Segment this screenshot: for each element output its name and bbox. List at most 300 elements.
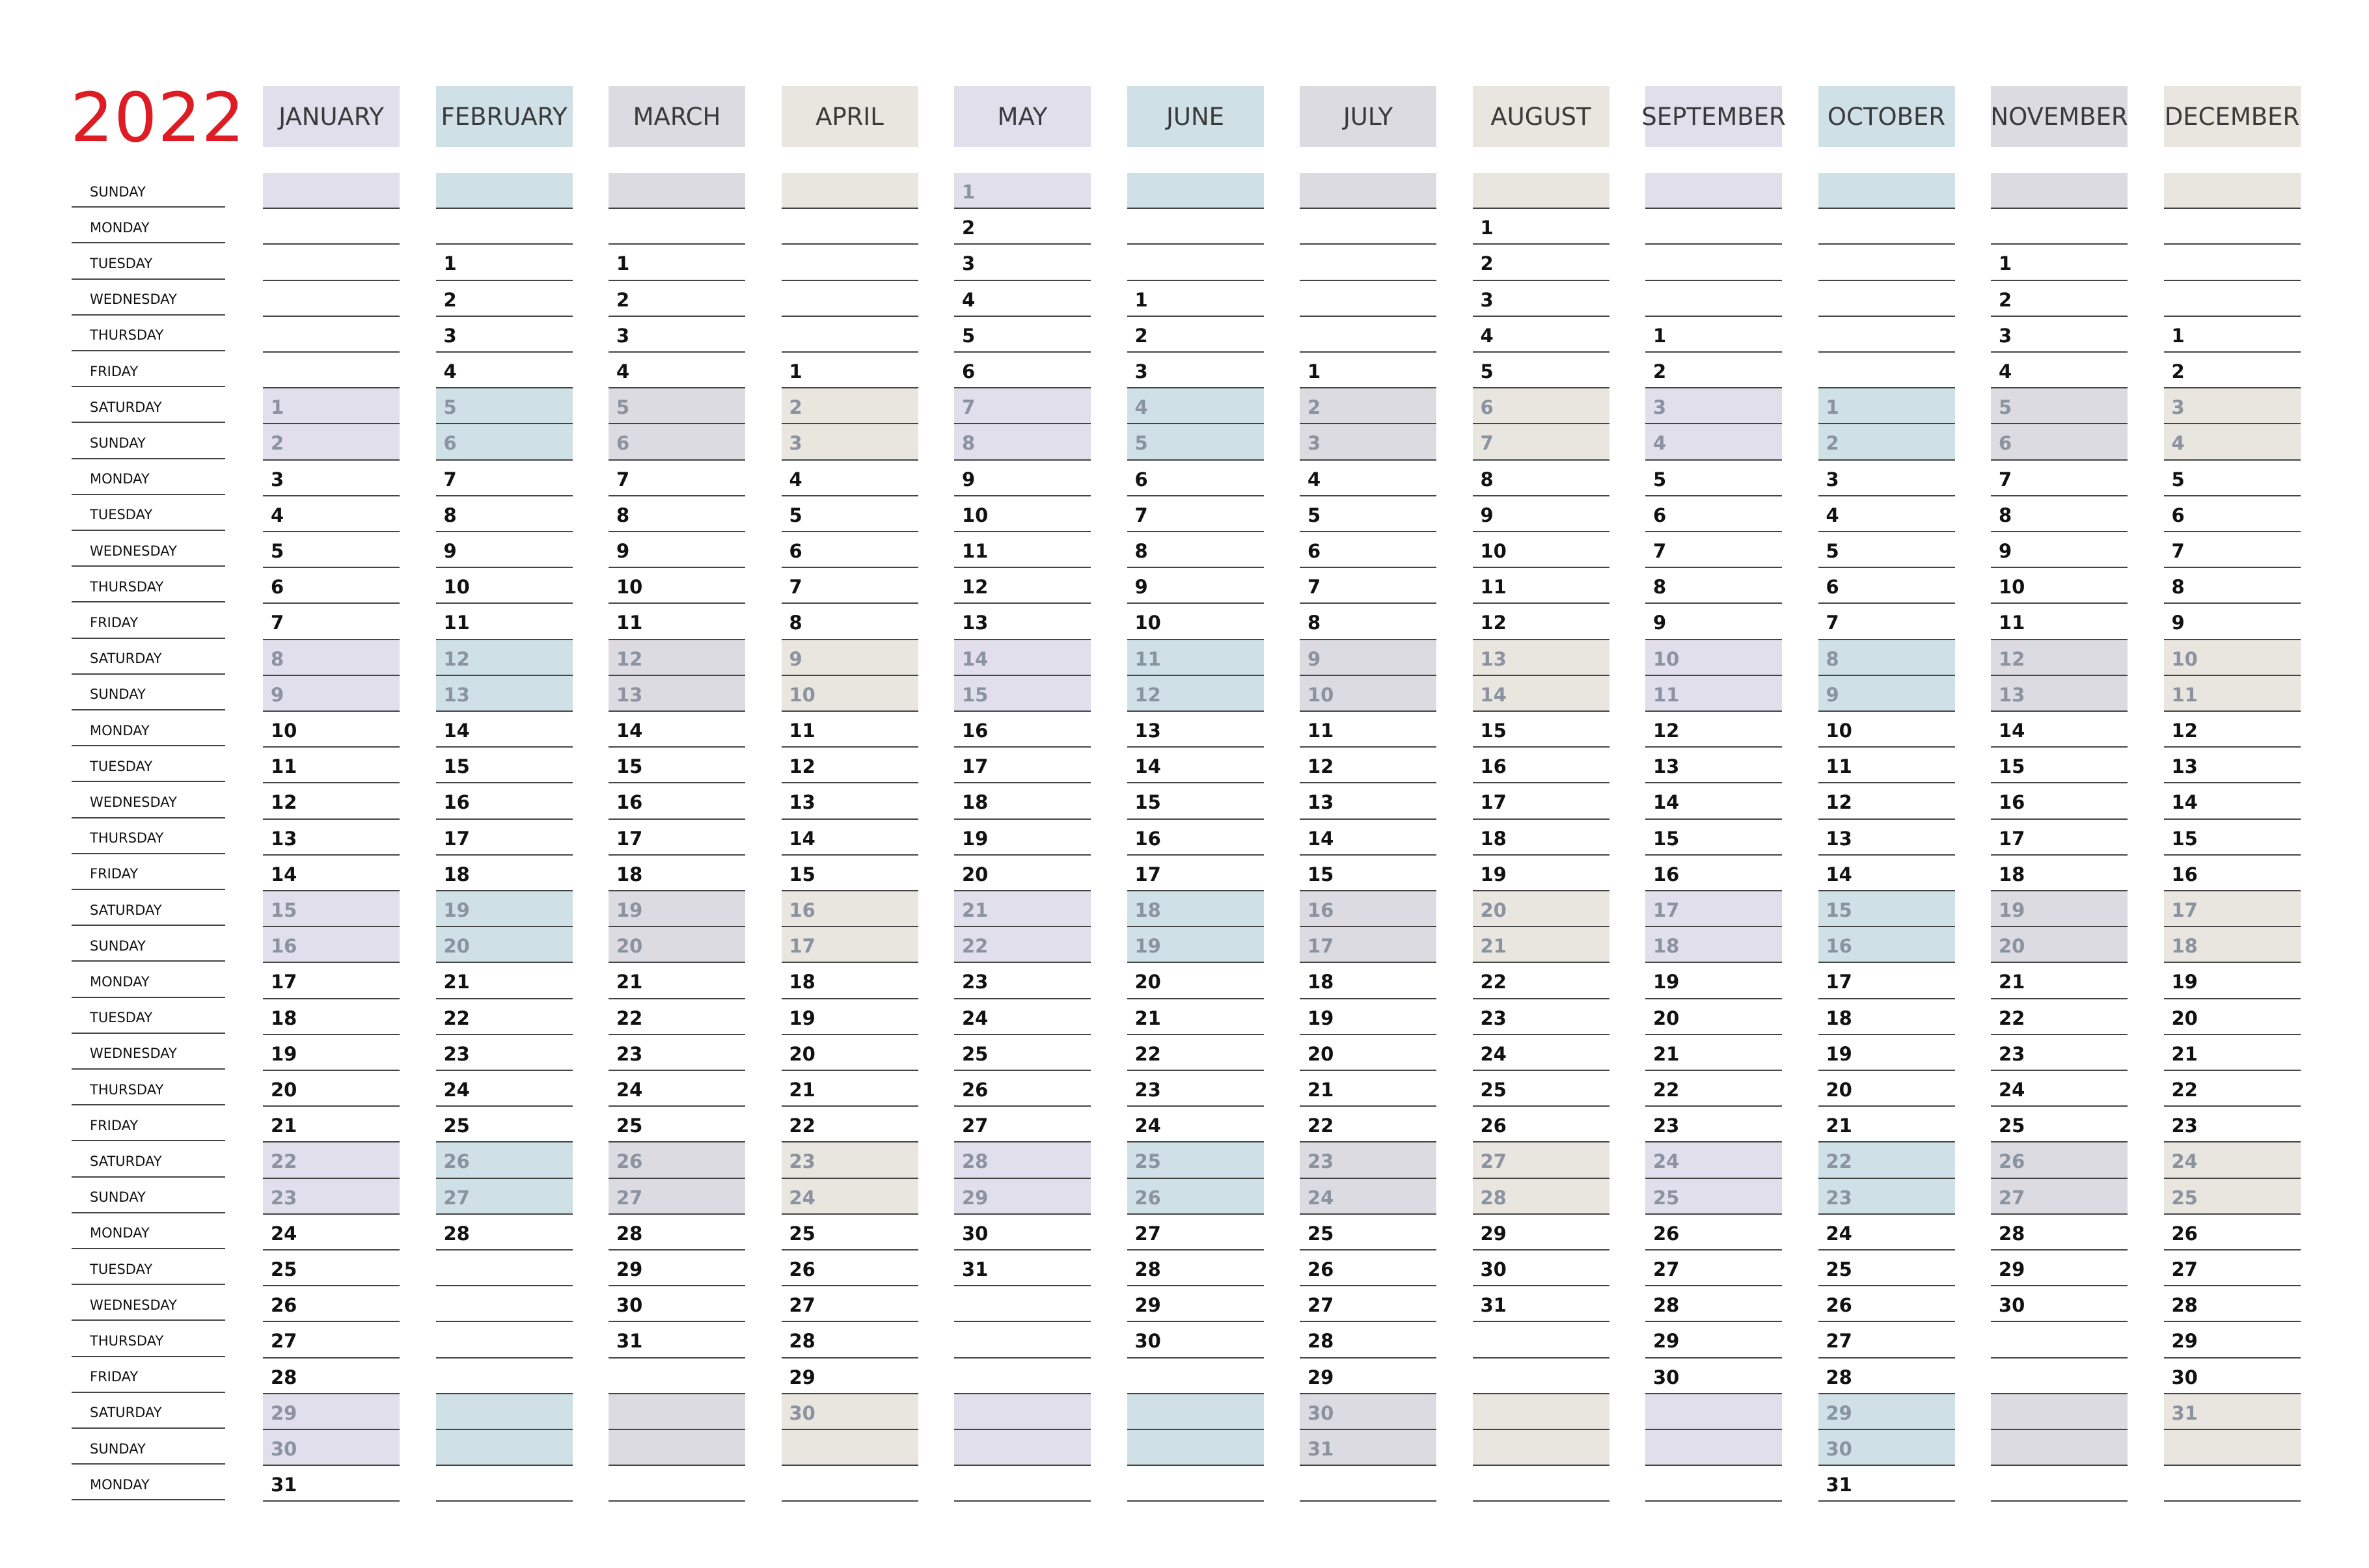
day-cell[interactable] [2164, 640, 2301, 676]
day-cell[interactable] [1127, 1358, 1264, 1394]
day-cell[interactable] [954, 532, 1091, 568]
day-cell[interactable] [1818, 1466, 1955, 1502]
day-cell[interactable] [1991, 963, 2128, 999]
day-cell[interactable] [609, 820, 745, 856]
day-cell[interactable] [436, 1107, 573, 1142]
day-cell[interactable] [1991, 1035, 2128, 1071]
day-cell[interactable] [1473, 424, 1609, 460]
day-cell[interactable] [782, 748, 918, 783]
day-cell[interactable] [954, 388, 1091, 424]
day-cell[interactable] [1127, 891, 1264, 927]
day-cell[interactable] [954, 1071, 1091, 1107]
day-cell[interactable] [436, 281, 573, 317]
day-cell[interactable] [1645, 496, 1782, 532]
day-cell[interactable] [263, 1394, 400, 1430]
day-cell[interactable] [1127, 209, 1264, 245]
day-cell[interactable] [1473, 963, 1609, 999]
day-cell[interactable] [1300, 388, 1436, 424]
day-cell[interactable] [1473, 281, 1609, 317]
day-cell[interactable] [263, 317, 400, 353]
day-cell[interactable] [2164, 1142, 2301, 1178]
day-cell[interactable] [1127, 1215, 1264, 1250]
day-cell[interactable] [1300, 532, 1436, 568]
day-cell[interactable] [609, 1286, 745, 1322]
day-cell[interactable] [1991, 532, 2128, 568]
day-cell[interactable] [1127, 1035, 1264, 1071]
day-cell[interactable] [1645, 891, 1782, 927]
day-cell[interactable] [1127, 1466, 1264, 1502]
day-cell[interactable] [1300, 604, 1436, 640]
day-cell[interactable] [782, 209, 918, 245]
day-cell[interactable] [954, 856, 1091, 891]
day-cell[interactable] [609, 1430, 745, 1466]
day-cell[interactable] [263, 999, 400, 1035]
day-cell[interactable] [1300, 963, 1436, 999]
day-cell[interactable] [1127, 856, 1264, 891]
day-cell[interactable] [1300, 1142, 1436, 1178]
day-cell[interactable] [1645, 1107, 1782, 1142]
day-cell[interactable] [954, 783, 1091, 819]
day-cell[interactable] [1473, 1286, 1609, 1322]
day-cell[interactable] [1127, 963, 1264, 999]
day-cell[interactable] [1473, 748, 1609, 783]
day-cell[interactable] [2164, 1430, 2301, 1466]
day-cell[interactable] [1127, 388, 1264, 424]
day-cell[interactable] [1991, 820, 2128, 856]
day-cell[interactable] [436, 568, 573, 604]
day-cell[interactable] [1818, 1107, 1955, 1142]
day-cell[interactable] [1300, 712, 1436, 748]
day-cell[interactable] [1300, 1107, 1436, 1142]
day-cell[interactable] [1473, 1142, 1609, 1178]
day-cell[interactable] [1127, 712, 1264, 748]
day-cell[interactable] [1645, 388, 1782, 424]
day-cell[interactable] [1645, 1250, 1782, 1286]
day-cell[interactable] [1473, 820, 1609, 856]
day-cell[interactable] [1645, 1466, 1782, 1502]
day-cell[interactable] [263, 676, 400, 712]
day-cell[interactable] [1991, 1071, 2128, 1107]
day-cell[interactable] [954, 927, 1091, 963]
day-cell[interactable] [263, 748, 400, 783]
day-cell[interactable] [1473, 245, 1609, 280]
day-cell[interactable] [609, 891, 745, 927]
day-cell[interactable] [1127, 1394, 1264, 1430]
day-cell[interactable] [1127, 1286, 1264, 1322]
day-cell[interactable] [436, 317, 573, 353]
day-cell[interactable] [1127, 353, 1264, 388]
day-cell[interactable] [609, 1250, 745, 1286]
day-cell[interactable] [436, 496, 573, 532]
day-cell[interactable] [1127, 999, 1264, 1035]
day-cell[interactable] [782, 1215, 918, 1250]
day-cell[interactable] [2164, 353, 2301, 388]
day-cell[interactable] [954, 963, 1091, 999]
day-cell[interactable] [263, 1071, 400, 1107]
day-cell[interactable] [2164, 1035, 2301, 1071]
day-cell[interactable] [609, 317, 745, 353]
day-cell[interactable] [609, 1394, 745, 1430]
day-cell[interactable] [1818, 281, 1955, 317]
day-cell[interactable] [1645, 927, 1782, 963]
day-cell[interactable] [1991, 281, 2128, 317]
day-cell[interactable] [1991, 640, 2128, 676]
day-cell[interactable] [1818, 856, 1955, 891]
day-cell[interactable] [263, 1466, 400, 1502]
day-cell[interactable] [436, 1430, 573, 1466]
day-cell[interactable] [1818, 927, 1955, 963]
day-cell[interactable] [609, 1466, 745, 1502]
day-cell[interactable] [954, 748, 1091, 783]
day-cell[interactable] [782, 963, 918, 999]
day-cell[interactable] [1818, 532, 1955, 568]
day-cell[interactable] [1818, 1179, 1955, 1215]
day-cell[interactable] [609, 461, 745, 496]
day-cell[interactable] [1300, 1179, 1436, 1215]
day-cell[interactable] [1645, 604, 1782, 640]
day-cell[interactable] [1818, 209, 1955, 245]
day-cell[interactable] [1991, 1142, 2128, 1178]
day-cell[interactable] [1645, 1071, 1782, 1107]
day-cell[interactable] [1991, 604, 2128, 640]
day-cell[interactable] [1300, 748, 1436, 783]
day-cell[interactable] [436, 783, 573, 819]
day-cell[interactable] [609, 640, 745, 676]
day-cell[interactable] [1818, 461, 1955, 496]
day-cell[interactable] [436, 891, 573, 927]
day-cell[interactable] [782, 999, 918, 1035]
day-cell[interactable] [782, 1466, 918, 1502]
day-cell[interactable] [1300, 1035, 1436, 1071]
day-cell[interactable] [436, 245, 573, 280]
day-cell[interactable] [1818, 1394, 1955, 1430]
day-cell[interactable] [263, 712, 400, 748]
day-cell[interactable] [1991, 1286, 2128, 1322]
day-cell[interactable] [954, 1394, 1091, 1430]
day-cell[interactable] [2164, 424, 2301, 460]
day-cell[interactable] [436, 424, 573, 460]
day-cell[interactable] [1645, 712, 1782, 748]
day-cell[interactable] [436, 1394, 573, 1430]
day-cell[interactable] [782, 1107, 918, 1142]
day-cell[interactable] [1127, 245, 1264, 280]
day-cell[interactable] [1818, 712, 1955, 748]
day-cell[interactable] [609, 927, 745, 963]
day-cell[interactable] [1991, 1250, 2128, 1286]
day-cell[interactable] [263, 461, 400, 496]
day-cell[interactable] [1127, 1142, 1264, 1178]
day-cell[interactable] [1818, 353, 1955, 388]
day-cell[interactable] [436, 1358, 573, 1394]
day-cell[interactable] [436, 1286, 573, 1322]
day-cell[interactable] [263, 388, 400, 424]
day-cell[interactable] [263, 1430, 400, 1466]
day-cell[interactable] [1818, 1322, 1955, 1358]
day-cell[interactable] [609, 209, 745, 245]
day-cell[interactable] [1127, 317, 1264, 353]
day-cell[interactable] [609, 353, 745, 388]
day-cell[interactable] [1818, 496, 1955, 532]
day-cell[interactable] [1991, 999, 2128, 1035]
day-cell[interactable] [954, 1250, 1091, 1286]
day-cell[interactable] [1991, 1322, 2128, 1358]
day-cell[interactable] [1473, 1394, 1609, 1430]
day-cell[interactable] [609, 1358, 745, 1394]
day-cell[interactable] [782, 532, 918, 568]
day-cell[interactable] [1127, 568, 1264, 604]
day-cell[interactable] [1473, 568, 1609, 604]
day-cell[interactable] [1818, 568, 1955, 604]
day-cell[interactable] [436, 748, 573, 783]
day-cell[interactable] [1645, 353, 1782, 388]
day-cell[interactable] [1127, 783, 1264, 819]
day-cell[interactable] [954, 676, 1091, 712]
day-cell[interactable] [2164, 461, 2301, 496]
day-cell[interactable] [1645, 676, 1782, 712]
day-cell[interactable] [2164, 820, 2301, 856]
day-cell[interactable] [954, 1142, 1091, 1178]
day-cell[interactable] [1473, 317, 1609, 353]
day-cell[interactable] [1473, 1179, 1609, 1215]
day-cell[interactable] [1300, 1250, 1436, 1286]
day-cell[interactable] [1300, 999, 1436, 1035]
day-cell[interactable] [263, 1107, 400, 1142]
day-cell[interactable] [1127, 676, 1264, 712]
day-cell[interactable] [2164, 783, 2301, 819]
day-cell[interactable] [1991, 1394, 2128, 1430]
day-cell[interactable] [954, 281, 1091, 317]
day-cell[interactable] [1473, 783, 1609, 819]
day-cell[interactable] [782, 856, 918, 891]
day-cell[interactable] [2164, 1394, 2301, 1430]
day-cell[interactable] [1127, 820, 1264, 856]
day-cell[interactable] [2164, 891, 2301, 927]
day-cell[interactable] [263, 927, 400, 963]
day-cell[interactable] [1127, 173, 1264, 209]
day-cell[interactable] [1818, 173, 1955, 209]
day-cell[interactable] [1645, 532, 1782, 568]
day-cell[interactable] [263, 1142, 400, 1178]
day-cell[interactable] [2164, 1215, 2301, 1250]
day-cell[interactable] [954, 1358, 1091, 1394]
day-cell[interactable] [1127, 1179, 1264, 1215]
day-cell[interactable] [782, 424, 918, 460]
day-cell[interactable] [436, 963, 573, 999]
day-cell[interactable] [2164, 1358, 2301, 1394]
day-cell[interactable] [1300, 856, 1436, 891]
day-cell[interactable] [1300, 461, 1436, 496]
day-cell[interactable] [1818, 748, 1955, 783]
day-cell[interactable] [954, 604, 1091, 640]
day-cell[interactable] [1300, 676, 1436, 712]
day-cell[interactable] [1991, 1466, 2128, 1502]
day-cell[interactable] [263, 891, 400, 927]
day-cell[interactable] [1645, 1035, 1782, 1071]
day-cell[interactable] [1300, 1071, 1436, 1107]
day-cell[interactable] [782, 388, 918, 424]
day-cell[interactable] [1645, 856, 1782, 891]
day-cell[interactable] [1991, 245, 2128, 280]
day-cell[interactable] [1991, 1430, 2128, 1466]
day-cell[interactable] [263, 281, 400, 317]
day-cell[interactable] [782, 461, 918, 496]
day-cell[interactable] [436, 1035, 573, 1071]
day-cell[interactable] [1991, 927, 2128, 963]
day-cell[interactable] [436, 1071, 573, 1107]
day-cell[interactable] [1473, 891, 1609, 927]
day-cell[interactable] [1300, 927, 1436, 963]
day-cell[interactable] [782, 783, 918, 819]
day-cell[interactable] [954, 1322, 1091, 1358]
day-cell[interactable] [263, 1215, 400, 1250]
day-cell[interactable] [1991, 712, 2128, 748]
day-cell[interactable] [1645, 820, 1782, 856]
day-cell[interactable] [1127, 1071, 1264, 1107]
day-cell[interactable] [1991, 856, 2128, 891]
day-cell[interactable] [1473, 1250, 1609, 1286]
day-cell[interactable] [609, 999, 745, 1035]
day-cell[interactable] [263, 1322, 400, 1358]
day-cell[interactable] [1127, 1250, 1264, 1286]
day-cell[interactable] [1300, 281, 1436, 317]
day-cell[interactable] [1991, 1179, 2128, 1215]
day-cell[interactable] [1818, 999, 1955, 1035]
day-cell[interactable] [1473, 1322, 1609, 1358]
day-cell[interactable] [1645, 1142, 1782, 1178]
day-cell[interactable] [1300, 640, 1436, 676]
day-cell[interactable] [436, 388, 573, 424]
day-cell[interactable] [1818, 783, 1955, 819]
day-cell[interactable] [263, 1286, 400, 1322]
day-cell[interactable] [436, 999, 573, 1035]
day-cell[interactable] [1818, 676, 1955, 712]
day-cell[interactable] [2164, 1322, 2301, 1358]
day-cell[interactable] [436, 1466, 573, 1502]
day-cell[interactable] [2164, 856, 2301, 891]
day-cell[interactable] [609, 963, 745, 999]
day-cell[interactable] [782, 496, 918, 532]
day-cell[interactable] [1473, 1466, 1609, 1502]
day-cell[interactable] [1473, 999, 1609, 1035]
day-cell[interactable] [1645, 1215, 1782, 1250]
day-cell[interactable] [1300, 209, 1436, 245]
day-cell[interactable] [1473, 1430, 1609, 1466]
day-cell[interactable] [954, 173, 1091, 209]
day-cell[interactable] [1645, 1358, 1782, 1394]
day-cell[interactable] [1645, 173, 1782, 209]
day-cell[interactable] [1991, 1358, 2128, 1394]
day-cell[interactable] [609, 496, 745, 532]
day-cell[interactable] [1645, 424, 1782, 460]
day-cell[interactable] [263, 1179, 400, 1215]
day-cell[interactable] [1991, 891, 2128, 927]
day-cell[interactable] [1127, 927, 1264, 963]
day-cell[interactable] [1473, 712, 1609, 748]
day-cell[interactable] [1473, 353, 1609, 388]
day-cell[interactable] [1991, 353, 2128, 388]
day-cell[interactable] [782, 1394, 918, 1430]
day-cell[interactable] [1473, 1071, 1609, 1107]
day-cell[interactable] [1473, 1035, 1609, 1071]
day-cell[interactable] [1645, 568, 1782, 604]
day-cell[interactable] [782, 712, 918, 748]
day-cell[interactable] [1300, 1466, 1436, 1502]
day-cell[interactable] [954, 1430, 1091, 1466]
day-cell[interactable] [263, 640, 400, 676]
day-cell[interactable] [263, 856, 400, 891]
day-cell[interactable] [263, 353, 400, 388]
day-cell[interactable] [609, 424, 745, 460]
day-cell[interactable] [1818, 891, 1955, 927]
day-cell[interactable] [609, 712, 745, 748]
day-cell[interactable] [1818, 640, 1955, 676]
day-cell[interactable] [1818, 604, 1955, 640]
day-cell[interactable] [954, 999, 1091, 1035]
day-cell[interactable] [609, 676, 745, 712]
day-cell[interactable] [1127, 748, 1264, 783]
day-cell[interactable] [1300, 1430, 1436, 1466]
day-cell[interactable] [954, 353, 1091, 388]
day-cell[interactable] [1991, 424, 2128, 460]
day-cell[interactable] [1991, 209, 2128, 245]
day-cell[interactable] [782, 173, 918, 209]
day-cell[interactable] [263, 820, 400, 856]
day-cell[interactable] [1127, 1322, 1264, 1358]
day-cell[interactable] [609, 1035, 745, 1071]
day-cell[interactable] [1818, 1071, 1955, 1107]
day-cell[interactable] [2164, 1107, 2301, 1142]
day-cell[interactable] [782, 1035, 918, 1071]
day-cell[interactable] [1300, 783, 1436, 819]
day-cell[interactable] [436, 1215, 573, 1250]
day-cell[interactable] [954, 461, 1091, 496]
day-cell[interactable] [1300, 1358, 1436, 1394]
day-cell[interactable] [1645, 640, 1782, 676]
day-cell[interactable] [1300, 173, 1436, 209]
day-cell[interactable] [1300, 1322, 1436, 1358]
day-cell[interactable] [1991, 496, 2128, 532]
day-cell[interactable] [1818, 245, 1955, 280]
day-cell[interactable] [1818, 1358, 1955, 1394]
day-cell[interactable] [782, 891, 918, 927]
day-cell[interactable] [2164, 532, 2301, 568]
day-cell[interactable] [436, 676, 573, 712]
day-cell[interactable] [2164, 1250, 2301, 1286]
day-cell[interactable] [1127, 640, 1264, 676]
day-cell[interactable] [2164, 999, 2301, 1035]
day-cell[interactable] [2164, 245, 2301, 280]
day-cell[interactable] [1127, 424, 1264, 460]
day-cell[interactable] [1818, 1215, 1955, 1250]
day-cell[interactable] [1991, 676, 2128, 712]
day-cell[interactable] [609, 532, 745, 568]
day-cell[interactable] [1645, 1394, 1782, 1430]
day-cell[interactable] [1473, 388, 1609, 424]
day-cell[interactable] [782, 1322, 918, 1358]
day-cell[interactable] [2164, 317, 2301, 353]
day-cell[interactable] [1300, 424, 1436, 460]
day-cell[interactable] [782, 820, 918, 856]
day-cell[interactable] [954, 1179, 1091, 1215]
day-cell[interactable] [1473, 927, 1609, 963]
day-cell[interactable] [782, 317, 918, 353]
day-cell[interactable] [1473, 1358, 1609, 1394]
day-cell[interactable] [1991, 568, 2128, 604]
day-cell[interactable] [954, 424, 1091, 460]
day-cell[interactable] [609, 245, 745, 280]
day-cell[interactable] [782, 1071, 918, 1107]
day-cell[interactable] [782, 245, 918, 280]
